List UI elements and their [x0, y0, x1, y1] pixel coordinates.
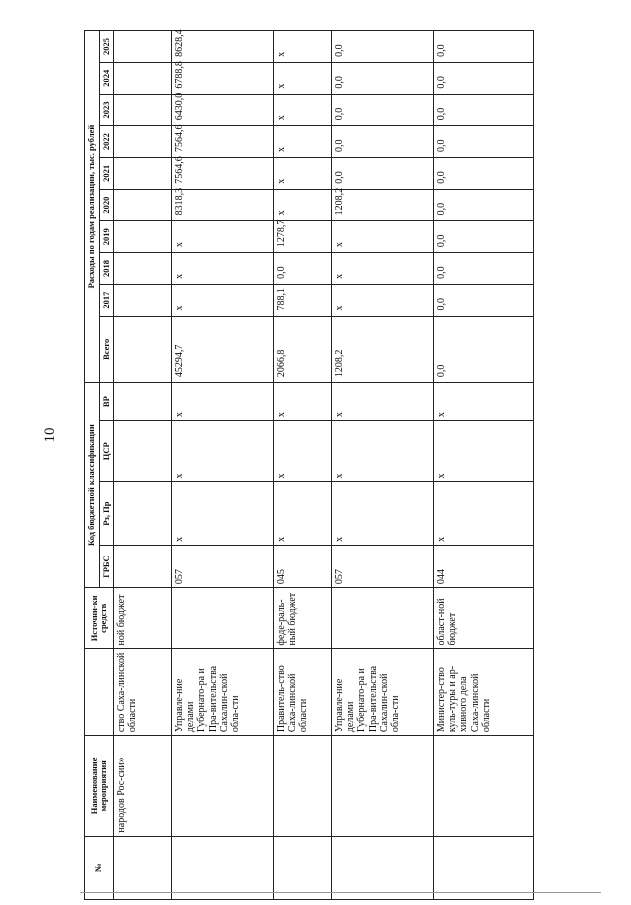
cell-year: 0,0 [434, 221, 534, 253]
cell-year: 0,0 [434, 126, 534, 158]
cell-year: 0,0 [434, 62, 534, 94]
cell-year [114, 284, 172, 316]
cell-csr: x [274, 421, 332, 482]
cell-vr [114, 383, 172, 421]
header-year: 2018 [99, 253, 114, 285]
cell-year: x [172, 284, 274, 316]
cell-source: феде-раль-ный бюджет [274, 588, 332, 649]
cell-year: 0,0 [434, 189, 534, 221]
header-year: 2024 [99, 62, 114, 94]
header-name: Наименование мероприятия [85, 736, 114, 836]
cell-num [274, 836, 332, 899]
table-row [332, 31, 434, 900]
cell-rzpr [114, 482, 172, 545]
cell-csr: x [172, 421, 274, 482]
cell-year: x [332, 221, 434, 253]
cell-year: 0,0 [434, 284, 534, 316]
cell-total: 45294,7 [172, 316, 274, 383]
cell-executor: Управле-ние делами Губернато-ра и Пра-вительства Сахалин-ской обла-сти [172, 649, 274, 736]
cell-year [114, 62, 172, 94]
cell-year: x [274, 126, 332, 158]
cell-year: 0,0 [332, 62, 434, 94]
cell-csr: x [332, 421, 434, 482]
header-expenses: Расходы по годам реализации, тыс. рублей [85, 31, 100, 383]
cell-rzpr: x [434, 482, 534, 545]
cell-rzpr: x [274, 482, 332, 545]
cell-year: x [332, 253, 434, 285]
header-year: 2019 [99, 221, 114, 253]
table-row [274, 31, 332, 900]
cell-year [114, 31, 172, 63]
cell-year [114, 158, 172, 190]
header-year: 2020 [99, 189, 114, 221]
cell-num [434, 836, 534, 899]
cell-grbs: 044 [434, 545, 534, 587]
cell-name [434, 736, 534, 836]
header-year: 2025 [99, 31, 114, 63]
cell-total: 0,0 [434, 316, 534, 383]
cell-executor: ство Саха-линской области [114, 649, 172, 736]
rotated-table-container [84, 20, 604, 900]
header-source: Источни-ки средств [85, 588, 114, 649]
cell-year: 788,1 [274, 284, 332, 316]
cell-grbs: 045 [274, 545, 332, 587]
table-row [434, 31, 534, 900]
cell-year: 7564,6 [172, 126, 274, 158]
cell-year: 0,0 [332, 126, 434, 158]
cell-year: 6788,8 [172, 62, 274, 94]
cell-executor: Управле-ние делами Губернато-ра и Пра-вительства Сахалин-ской обла-сти [332, 649, 434, 736]
cell-year: x [274, 158, 332, 190]
header-kbk: Код бюджетной классификации [85, 383, 100, 588]
cell-year: x [172, 253, 274, 285]
header-rzpr: Рз, Пр [99, 482, 114, 545]
scan-edge-line [80, 892, 601, 893]
header-grbs: ГРБС [99, 545, 114, 587]
header-year: 2022 [99, 126, 114, 158]
header-year: 2017 [99, 284, 114, 316]
cell-year [114, 253, 172, 285]
cell-year: 0,0 [434, 94, 534, 126]
header-vr: ВР [99, 383, 114, 421]
cell-total: 2066,8 [274, 316, 332, 383]
budget-table [84, 30, 534, 900]
cell-year: 0,0 [274, 253, 332, 285]
cell-year: x [274, 189, 332, 221]
cell-year: 7564,6 [172, 158, 274, 190]
cell-executor: Министер-ство куль-туры и ар-хивного дела Саха-линской области [434, 649, 534, 736]
cell-name [274, 736, 332, 836]
cell-year: 0,0 [332, 158, 434, 190]
cell-year: x [274, 62, 332, 94]
cell-name [332, 736, 434, 836]
cell-num [172, 836, 274, 899]
cell-year [114, 94, 172, 126]
cell-source [332, 588, 434, 649]
cell-year: x [274, 31, 332, 63]
cell-year [114, 126, 172, 158]
cell-vr: x [274, 383, 332, 421]
cell-executor: Правитель-ство Саха-линской области [274, 649, 332, 736]
cell-year: 0,0 [434, 158, 534, 190]
cell-year: x [332, 284, 434, 316]
cell-source: ной бюджет [114, 588, 172, 649]
header-executor [85, 649, 114, 736]
cell-rzpr: x [332, 482, 434, 545]
cell-year: 8318,3 [172, 189, 274, 221]
cell-vr: x [332, 383, 434, 421]
table-row [172, 31, 274, 900]
cell-name [172, 736, 274, 836]
cell-year [114, 221, 172, 253]
cell-csr [114, 421, 172, 482]
cell-year: x [274, 94, 332, 126]
header-year: 2021 [99, 158, 114, 190]
cell-grbs: 057 [332, 545, 434, 587]
cell-num [332, 836, 434, 899]
header-total: Всего [99, 316, 114, 383]
cell-source [172, 588, 274, 649]
cell-year: 6430,0 [172, 94, 274, 126]
cell-year: 1208,2 [332, 189, 434, 221]
cell-year: 0,0 [434, 31, 534, 63]
cell-name: народов Рос-сии» [114, 736, 172, 836]
cell-csr: x [434, 421, 534, 482]
header-num: № [85, 836, 114, 899]
page-number: 10 [42, 427, 58, 443]
cell-source: област-ной бюджет [434, 588, 534, 649]
table-row [114, 31, 172, 900]
cell-year: 0,0 [332, 31, 434, 63]
cell-year: 0,0 [332, 94, 434, 126]
cell-year: 8628,4 [172, 31, 274, 63]
cell-vr: x [434, 383, 534, 421]
cell-total: 1208,2 [332, 316, 434, 383]
cell-year [114, 189, 172, 221]
cell-year: 1278,7 [274, 221, 332, 253]
header-year: 2023 [99, 94, 114, 126]
cell-grbs [114, 545, 172, 587]
cell-rzpr: x [172, 482, 274, 545]
cell-num [114, 836, 172, 899]
cell-year: 0,0 [434, 253, 534, 285]
cell-year: x [172, 221, 274, 253]
header-csr: ЦСР [99, 421, 114, 482]
cell-total [114, 316, 172, 383]
header-row-1 [85, 31, 100, 900]
cell-vr: x [172, 383, 274, 421]
cell-grbs: 057 [172, 545, 274, 587]
